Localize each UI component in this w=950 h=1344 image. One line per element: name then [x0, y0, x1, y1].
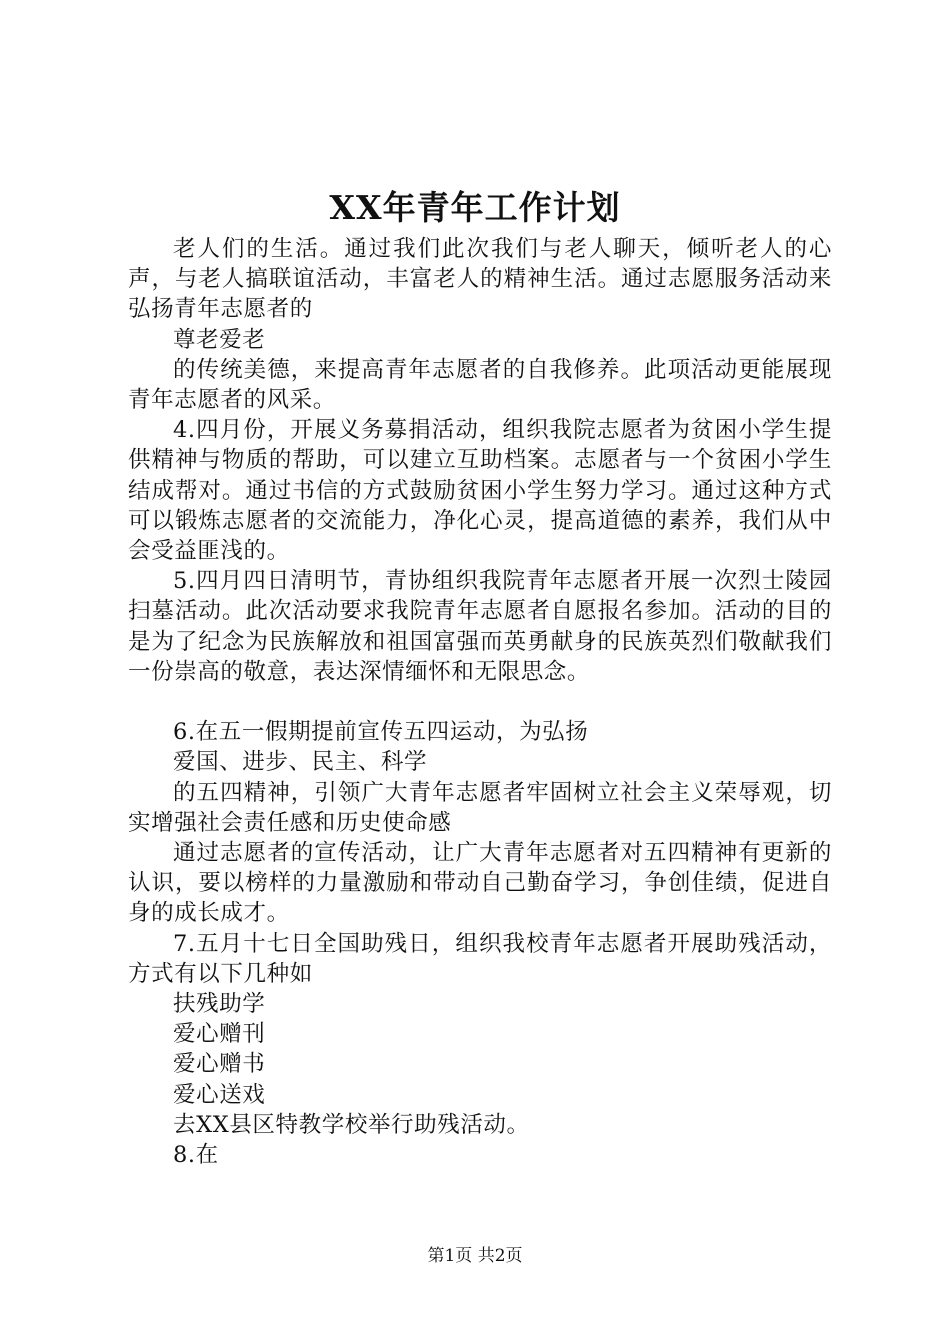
paragraph: 7.五月十七日全国助残日，组织我校青年志愿者开展助残活动，方式有以下几种如: [128, 930, 832, 987]
paragraph: 的五四精神，引领广大青年志愿者牢固树立社会主义荣辱观，切实增强社会责任感和历史使命感: [128, 779, 832, 836]
paragraph: 爱国、进步、民主、科学: [173, 749, 428, 776]
paragraph: 4.四月份，开展义务募捐活动，组织我院志愿者为贫困小学生提供精神与物质的帮助，可以建立互助档案。志愿者与一个贫困小学生结成帮对。通过书信的方式鼓励贫困小学生努力学习。通过这种方式可以锻炼志愿者的交流能力，净化心灵，提高道德的素养，我们从中会受益匪浅的。: [128, 417, 832, 565]
blank-line: [128, 687, 832, 717]
paragraph: 爱心赠书: [173, 1051, 266, 1078]
paragraph: 8.在: [173, 1142, 219, 1169]
paragraph: 老人们的生活。通过我们此次我们与老人聊天，倾听老人的心声，与老人搞联谊活动，丰富老人的精神生活。通过志愿服务活动来弘扬青年志愿者的: [128, 236, 832, 323]
paragraph: 扶残助学: [173, 991, 266, 1018]
paragraph: 爱心送戏: [173, 1081, 266, 1108]
paragraph: 爱心赠刊: [173, 1021, 266, 1048]
paragraph: 尊老爱老: [173, 326, 266, 353]
document-title: XX年青年工作计划: [329, 188, 621, 227]
page-footer: 第1页 共2页: [427, 1246, 523, 1266]
paragraph: 去XX县区特教学校举行助残活动。: [173, 1111, 530, 1138]
paragraph: 6.在五一假期提前宣传五四运动，为弘扬: [173, 719, 589, 746]
paragraph: 通过志愿者的宣传活动，让广大青年志愿者对五四精神有更新的认识，要以榜样的力量激励和带动自己勤奋学习，争创佳绩，促进自身的成长成才。: [128, 840, 832, 927]
document-body: [128, 234, 832, 1170]
paragraph: 5.四月四日清明节，青协组织我院青年志愿者开展一次烈士陵园扫墓活动。此次活动要求我院青年志愿者自愿报名参加。活动的目的是为了纪念为民族解放和祖国富强而英勇献身的民族英烈们敬献我们一份崇高的敬意，表达深情缅怀和无限思念。: [128, 568, 832, 685]
paragraph: 的传统美德，来提高青年志愿者的自我修养。此项活动更能展现青年志愿者的风采。: [128, 356, 832, 414]
